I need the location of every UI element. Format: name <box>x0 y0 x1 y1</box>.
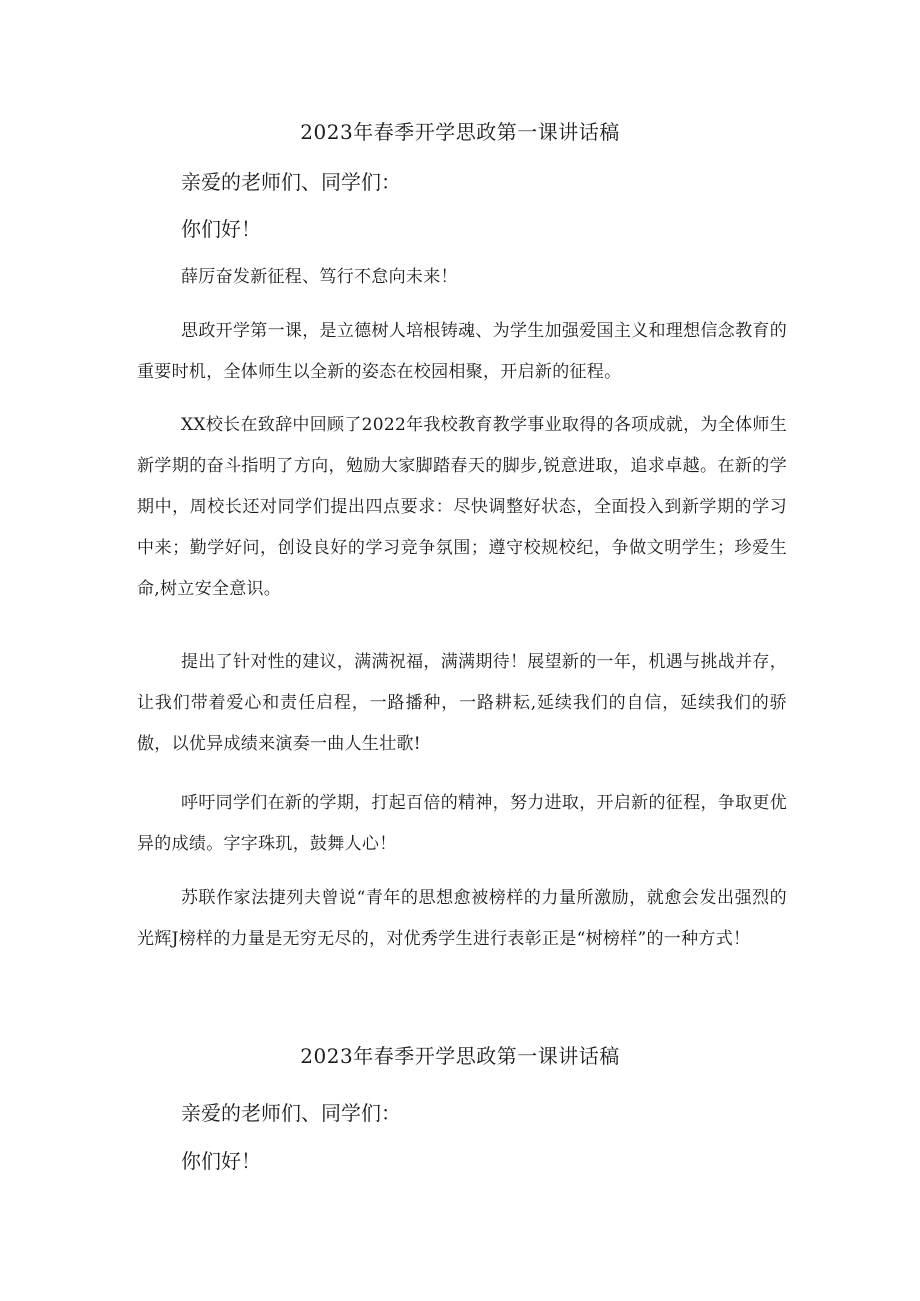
paragraph: 呼吁同学们在新的学期，打起百倍的精神，努力进取，开启新的征程，争取更优异的成绩。字字珠玑，鼓舞人心！ <box>137 793 787 854</box>
document-title-repeat: 2023年春季开学思政第一课讲话稿 <box>300 1044 620 1068</box>
paragraph: XX校长在致辞中回顾了2022年我校教育教学事业取得的各项成就，为全体师生新学期的奋斗指明了方向，勉励大家脚踏春天的脚步,锐意进取，追求卓越。在新的学期中，周校长还对同学们提出四点要求：尽快调整好状态，全面投入到新学期的学习中来；勤学好问，创设良好的学习竞争氛围；遵守校规校纪，争做文明学生；珍爱生命,树立安全意识。 <box>137 415 787 599</box>
salutation-repeat: 亲爱的老师们、同学们： <box>181 1101 401 1125</box>
greeting-repeat: 你们好！ <box>181 1149 261 1173</box>
paragraph: 思政开学第一课，是立德树人培根铸魂、为学生加强爱国主义和理想信念教育的重要时机，全体师生以全新的姿态在校园相聚，开启新的征程。 <box>137 321 787 382</box>
paragraph: 提出了针对性的建议，满满祝福，满满期待！展望新的一年，机遇与挑战并存，让我们带着爱心和责任启程，一路播种，一路耕耘,延续我们的自信，延续我们的骄傲，以优异成绩来演奏一曲人生壮歌! <box>137 652 787 754</box>
greeting: 你们好！ <box>181 217 261 241</box>
paragraph: 薛厉奋发新征程、笃行不怠向未来！ <box>181 267 458 287</box>
document-title: 2023年春季开学思政第一课讲话稿 <box>300 120 620 144</box>
salutation: 亲爱的老师们、同学们： <box>181 170 401 194</box>
paragraph: 苏联作家法捷列夫曾说“青年的思想愈被榜样的力量所激励，就愈会发出强烈的光辉J榜样的力量是无穷无尽的，对优秀学生进行表彰正是“树榜样”的一种方式！ <box>137 888 787 949</box>
